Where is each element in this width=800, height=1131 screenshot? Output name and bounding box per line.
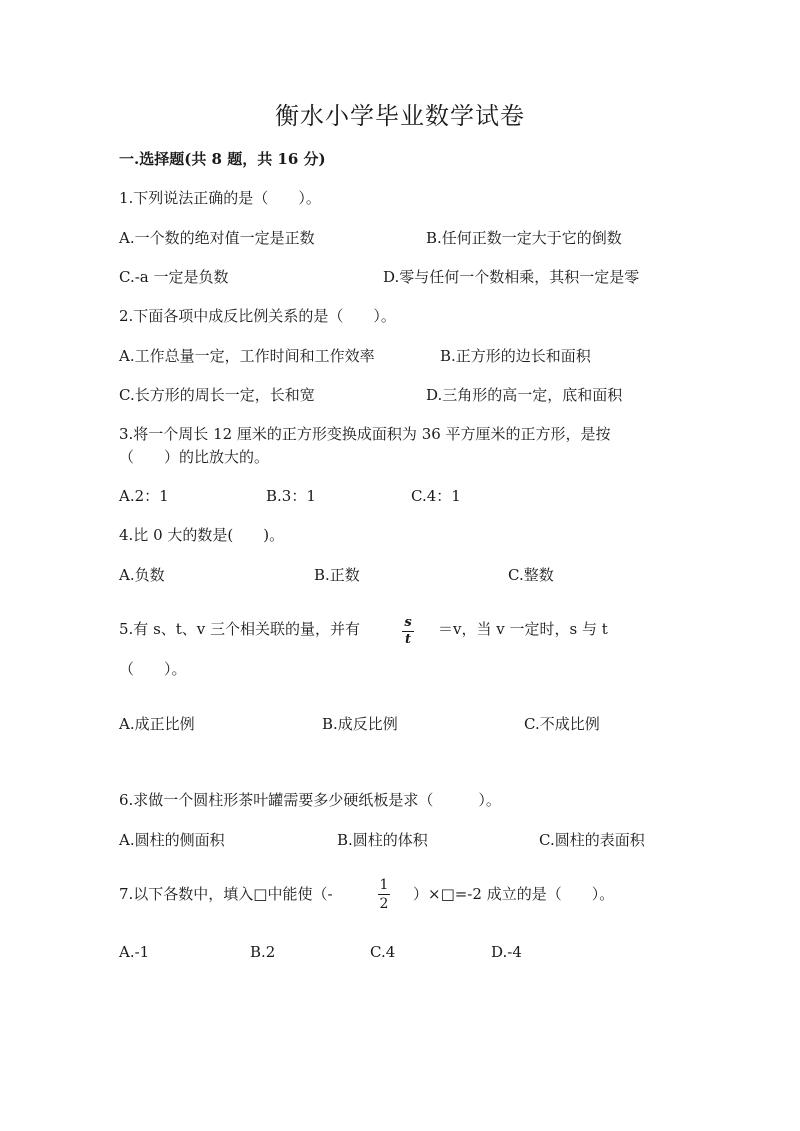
question-3-text-line1: 3.将一个周长 12 厘米的正方形变换成面积为 36 平方厘米的正方形，是按	[119, 425, 611, 443]
fraction-numerator: s	[404, 615, 412, 630]
question-4-option-a: A.负数	[119, 566, 165, 584]
question-2-option-c: C.长方形的周长一定，长和宽	[119, 386, 315, 404]
question-7-option-a: A.-1	[119, 943, 150, 961]
question-5-option-b: B.成反比例	[322, 715, 398, 733]
question-6-option-a: A.圆柱的侧面积	[119, 831, 225, 849]
question-2-option-a: A.工作总量一定，工作时间和工作效率	[119, 347, 375, 365]
question-5-option-c: C.不成比例	[524, 715, 600, 733]
question-7-fraction	[378, 877, 390, 912]
question-4-text: 4.比 0 大的数是( )。	[119, 526, 285, 544]
question-4-option-c: C.整数	[508, 566, 554, 584]
question-1-option-d: D.零与任何一个数相乘，其积一定是零	[383, 268, 640, 286]
question-7-text-after: ）×□=-2 成立的是（ ）。	[413, 885, 615, 903]
question-7-option-b: B.2	[250, 943, 276, 961]
fraction-numerator: 1	[379, 877, 389, 893]
question-3-option-b: B.3：1	[266, 487, 316, 505]
question-6-option-b: B.圆柱的体积	[337, 831, 428, 849]
question-3-option-a: A.2：1	[119, 487, 169, 505]
section-heading: 一.选择题(共 8 题，共 16 分)	[119, 150, 326, 168]
question-5-option-a: A.成正比例	[119, 715, 195, 733]
fraction-denominator: t	[404, 632, 411, 647]
question-5-fraction	[402, 616, 414, 647]
question-2-option-d: D.三角形的高一定，底和面积	[426, 386, 623, 404]
question-3-option-c: C.4：1	[411, 487, 461, 505]
question-5-text-before: 5.有 s、t、v 三个相关联的量，并有	[119, 620, 361, 638]
question-7-option-c: C.4	[370, 943, 396, 961]
fraction-bar	[378, 894, 390, 895]
page-title: 衡水小学毕业数学试卷	[275, 102, 525, 130]
question-2-option-b: B.正方形的边长和面积	[440, 347, 591, 365]
question-7-text-before: 7.以下各数中，填入□中能使（-	[119, 885, 333, 903]
question-3-text-line2: （ ）的比放大的。	[119, 448, 270, 466]
question-5-text-after: ＝v，当 v 一定时，s 与 t	[438, 620, 608, 638]
question-1-option-c: C.-a 一定是负数	[119, 268, 229, 286]
question-1-text: 1.下列说法正确的是（ ）。	[119, 189, 321, 207]
question-6-option-c: C.圆柱的表面积	[539, 831, 645, 849]
question-5-text-line2: （ ）。	[119, 660, 187, 678]
question-1-option-a: A.一个数的绝对值一定是正数	[119, 229, 315, 247]
question-2-text: 2.下面各项中成反比例关系的是（ ）。	[119, 307, 396, 325]
question-6-text: 6.求做一个圆柱形茶叶罐需要多少硬纸板是求（ ）。	[119, 791, 501, 809]
question-4-option-b: B.正数	[314, 566, 360, 584]
question-7-option-d: D.-4	[491, 943, 522, 961]
fraction-denominator: 2	[379, 896, 389, 912]
question-1-option-b: B.任何正数一定大于它的倒数	[426, 229, 622, 247]
